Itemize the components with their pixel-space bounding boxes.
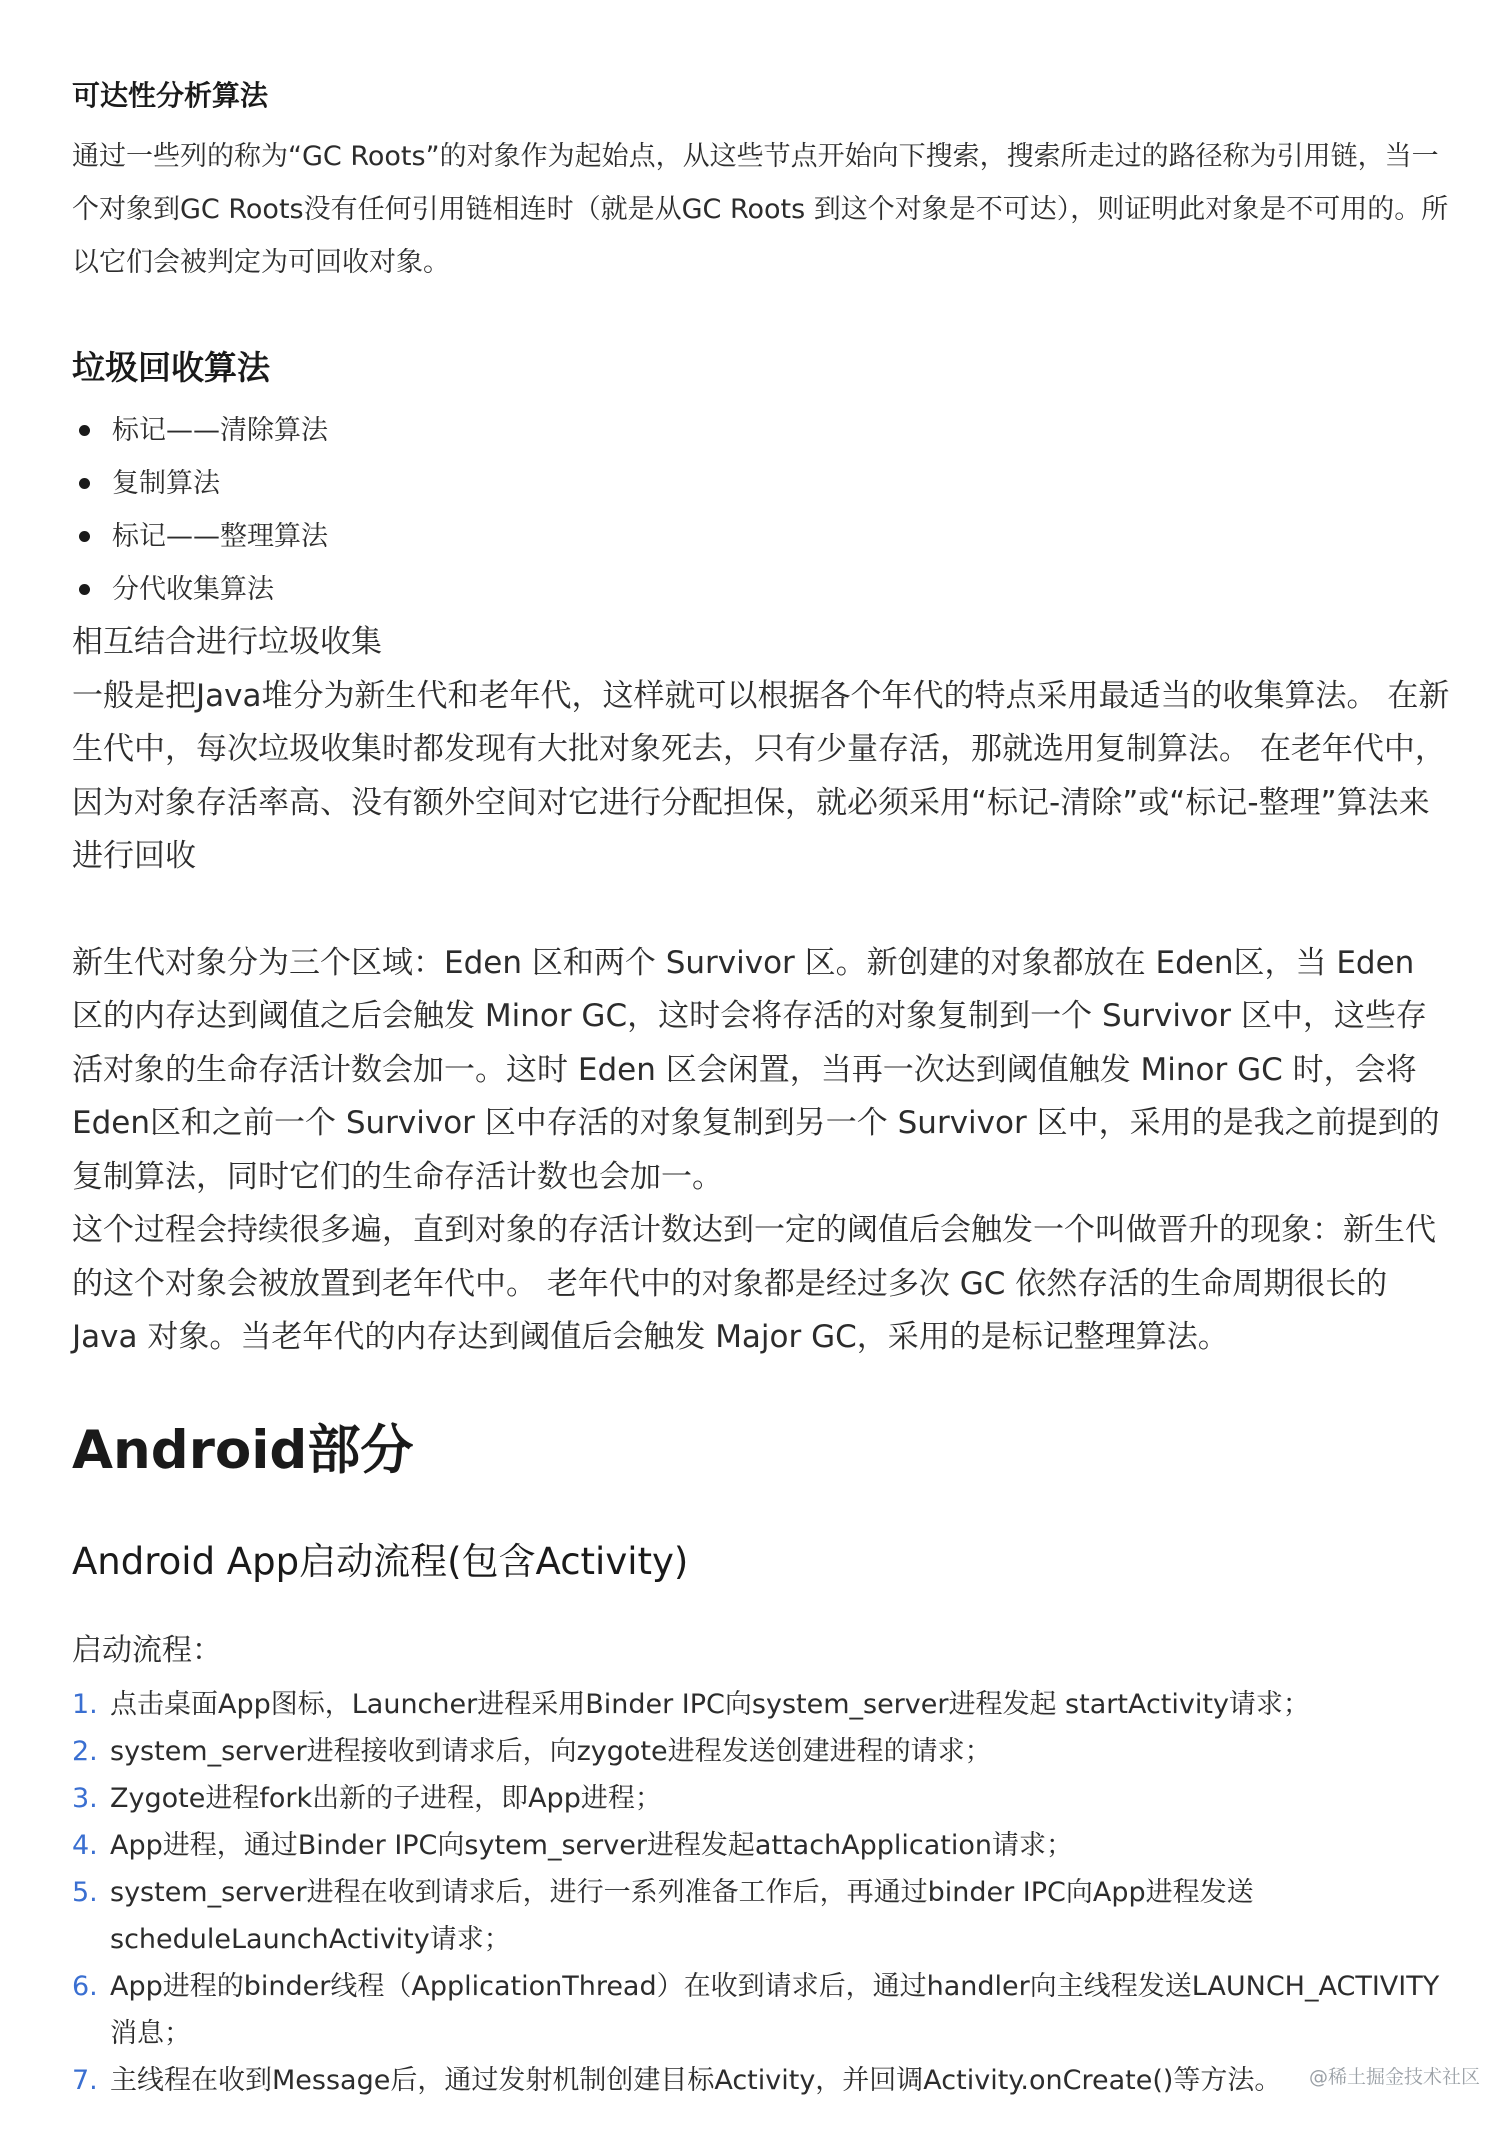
bullet-icon xyxy=(79,425,90,436)
article-body xyxy=(72,78,1452,2104)
paragraph-generational: 一般是把Java堆分为新生代和老年代，这样就可以根据各个年代的特点采用最适当的收集算法。 在新生代中，每次垃圾收集时都发现有大批对象死去，只有少量存活，那就选用复制算法。 在老年代中，因为对象存活率高、没有额外空间对它进行分配担保，就必须采用“标记-清除”或“标记-整理”算法来进行回收 xyxy=(72,677,1450,875)
heading-gc-algorithms: 垃圾回收算法 xyxy=(72,348,270,388)
list-item: 7. 主线程在收到Message后，通过发射机制创建目标Activity，并回调Activity.onCreate()等方法。 xyxy=(72,2057,1452,2104)
list-number: 2. xyxy=(72,1735,98,1767)
list-item: 5. system_server进程在收到请求后，进行一系列准备工作后，再通过binder IPC向App进程发送scheduleLaunchActivity请求； xyxy=(72,1869,1452,1963)
list-item: 6. App进程的binder线程（ApplicationThread）在收到请求后，通过handler向主线程发送LAUNCH_ACTIVITY消息； xyxy=(72,1963,1452,2057)
watermark: @稀土掘金技术社区 xyxy=(1308,2066,1480,2088)
list-item: 2. system_server进程接收到请求后，向zygote进程发送创建进程的请求； xyxy=(72,1728,1452,1775)
bullet-icon xyxy=(79,531,90,542)
list-number: 4. xyxy=(72,1829,98,1861)
paragraph-promotion: 这个过程会持续很多遍，直到对象的存活计数达到一定的阈值后会触发一个叫做晋升的现象：新生代的这个对象会被放置到老年代中。 老年代中的对象都是经过多次 GC 依然存活的生命周期很长的 Java 对象。当老年代的内存达到阈值后会触发 Major GC，采用的是标记整理算法。 xyxy=(72,1212,1436,1356)
heading-reachability-analysis: 可达性分析算法 xyxy=(72,79,269,112)
list-number: 7. xyxy=(72,2064,98,2096)
heading-app-launch-flow: Android App启动流程(包含Activity) xyxy=(72,1539,689,1583)
launch-flow-lead: 启动流程： xyxy=(72,1632,222,1668)
list-item: 4. App进程，通过Binder IPC向sytem_server进程发起attachApplication请求； xyxy=(72,1822,1452,1869)
list-number: 1. xyxy=(72,1688,98,1720)
bullet-icon xyxy=(79,584,90,595)
list-item: 标记——清除算法 xyxy=(72,404,1452,457)
list-item: 1. 点击桌面App图标，Launcher进程采用Binder IPC向system_server进程发起 startActivity请求； xyxy=(72,1681,1452,1728)
list-number: 6. xyxy=(72,1970,98,2002)
paragraph-combined: 相互结合进行垃圾收集 xyxy=(72,624,382,661)
list-item: 标记——整理算法 xyxy=(72,510,1452,563)
list-item: 3. Zygote进程fork出新的子进程，即App进程； xyxy=(72,1775,1452,1822)
list-item: 复制算法 xyxy=(72,457,1452,510)
list-number: 5. xyxy=(72,1876,98,1908)
heading-android-section: Android部分 xyxy=(72,1419,414,1481)
gc-algorithm-list xyxy=(72,404,1452,616)
launch-steps-list xyxy=(72,1681,1452,2104)
spacer xyxy=(72,884,1452,937)
list-number: 3. xyxy=(72,1782,98,1814)
paragraph-reachability: 通过一些列的称为“GC Roots”的对象作为起始点，从这些节点开始向下搜索，搜索所走过的路径称为引用链，当一个对象到GC Roots没有任何引用链相连时（就是从GC Roots 到这个对象是不可达），则证明此对象是不可用的。所以它们会被判定为可回收对象。 xyxy=(72,141,1449,279)
paragraph-young-generation: 新生代对象分为三个区域：Eden 区和两个 Survivor 区。新创建的对象都放在 Eden区，当 Eden 区的内存达到阈值之后会触发 Minor GC，这时会将存活的对象复制到一个 Survivor 区中，这些存活对象的生命存活计数会加一。这时 Eden 区会闲置，当再一次达到阈值触发 Minor GC 时，会将Eden区和之前一个 Survivor 区中存活的对象复制到另一个 Survivor 区中，采用的是我之前提到的复制算法，同时它们的生命存活计数也会加一。 xyxy=(72,944,1440,1195)
bullet-icon xyxy=(79,478,90,489)
list-item: 分代收集算法 xyxy=(72,563,1452,616)
